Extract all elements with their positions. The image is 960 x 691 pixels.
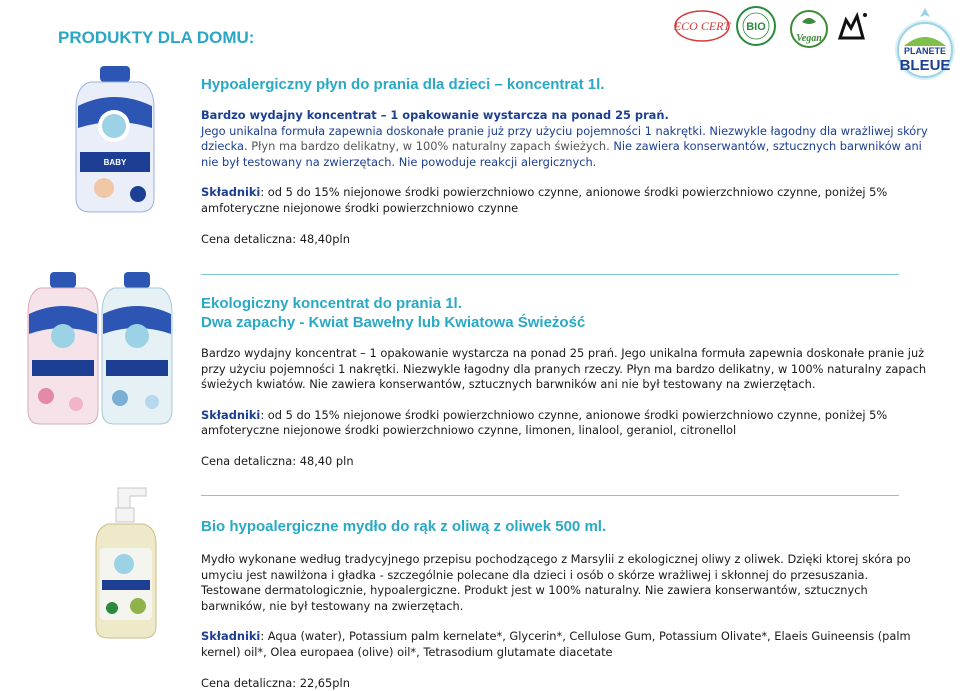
leaping-bunny-logo [835, 11, 869, 45]
product-description: Bardzo wydajny koncentrat – 1 opakowanie wystarcza na ponad 25 prań. Jego unikalna formuła zapewnia doskonałe pranie już przy użyciu pojemności 1 nakrętki. Niezwykle łagodny dla pranych rzeczy. Płyn ma bardzo delikatny, w 100% naturalny zapach świeżych kwiatów. Nie zawiera konserwantów, sztucznych barwników ani nie był testowany na zwierzętach. [201, 346, 927, 392]
svg-text:BIO: BIO [746, 21, 766, 33]
product-section-olive-soap [201, 517, 931, 691]
product-description [201, 124, 931, 171]
svg-text:BLEUE: BLEUE [899, 57, 951, 74]
section-divider [201, 495, 899, 496]
product-title: Hypoalergiczny płyn do prania dla dzieci – koncentrat 1l. [201, 76, 605, 93]
vegan-logo [791, 11, 827, 47]
product-ingredients [201, 408, 931, 439]
product-section-eco-detergent [201, 294, 931, 470]
product-section-baby-detergent [201, 75, 931, 247]
product-description-bold: Bardzo wydajny koncentrat – 1 opakowanie wystarcza na ponad 25 prań. [201, 108, 669, 122]
svg-text:PLANETE: PLANETE [903, 46, 947, 56]
ingredients-text: : od 5 do 15% niejonowe środki powierzchniowo czynne, anionowe środki powierzchniowo czynne, poniżej 5% amfoteryczne niejonowe środki powierzchniowo czynne, limonen, linalool, geraniol, citronellol [201, 407, 888, 438]
description-part-safety: Nie zawiera konserwantów, sztucznych barwników ani nie był testowany na zwierzętach. Nie powoduje reakcji alergicznych. [201, 139, 922, 169]
product-price: Cena detaliczna: 48,40 pln [201, 453, 354, 468]
svg-text:ECO CERT: ECO CERT [673, 19, 731, 33]
baby-detergent-bottle-image [62, 66, 166, 216]
product-price: Cena detaliczna: 22,65pln [201, 675, 350, 690]
eco-detergent-bottles-image [26, 270, 176, 430]
product-subtitle: Dwa zapachy - Kwiat Bawełny lub Kwiatowa Świeżość [201, 314, 586, 331]
planete-bleue-logo [895, 8, 955, 80]
product-ingredients [201, 629, 931, 660]
ingredients-label: Składniki [201, 407, 261, 422]
product-price: Cena detaliczna: 48,40pln [201, 231, 350, 246]
product-description: Mydło wykonane według tradycyjnego przepisu pochodzącego z Marsylii z ekologicznej oliwy z oliwek. Dzięki ktorej skóra po umyciu jest nawilżona i gładka - szczególnie polecane dla dzieci i osób o skórze wrażliwej i skłonnej do przesuszania. Testowane dermatologicznie, hypoalergiczne. Produkt jest w 100% naturalny. Nie zawiera konserwantów, sztucznych barwników, nie był testowany na zwierzętach. [201, 552, 911, 613]
ingredients-text: : od 5 do 15% niejonowe środki powierzchniowo czynne, anionowe środki powierzchniowo czynne, poniżej 5% amfoteryczne niejonowe środki powierzchniowo czynne [201, 185, 888, 215]
ingredients-label: Składniki [201, 629, 261, 644]
bottle-cotton-flower [28, 272, 98, 424]
ecocert-logo [673, 11, 732, 41]
ingredients-label: Składniki [201, 185, 261, 200]
svg-text:BABY: BABY [103, 158, 127, 167]
olive-soap-bottle-image [88, 484, 168, 642]
svg-text:Vegan: Vegan [796, 33, 822, 44]
product-title: Ekologiczny koncentrat do prania 1l. [201, 295, 462, 312]
certification-logos [672, 6, 958, 86]
description-part-scent: Płyn ma bardzo delikatny, w 100% naturalny zapach świeżych. [251, 139, 610, 154]
bottle-floral-fresh [102, 272, 172, 424]
cosmebio-logo [737, 7, 775, 45]
page-heading: PRODUKTY DLA DOMU: [58, 28, 255, 47]
description-part: Jego unikalna formuła zapewnia doskonałe pranie już przy użyciu pojemności 1 nakrętki. Niezwykle łagodny dla wrażliwej skóry dziecka. [201, 123, 928, 154]
product-ingredients [201, 185, 931, 216]
product-title: Bio hypoalergiczne mydło do rąk z oliwą z oliwek 500 ml. [201, 518, 607, 535]
ingredients-text: : Aqua (water), Potassium palm kernelate*, Glycerin*, Cellulose Gum, Potassium Olivate*, Elaeis Guineensis (palm kernel) oil*, Olea europaea (olive) oil*, Tetrasodium glutamate diacetate [201, 629, 911, 659]
section-divider [201, 274, 899, 275]
